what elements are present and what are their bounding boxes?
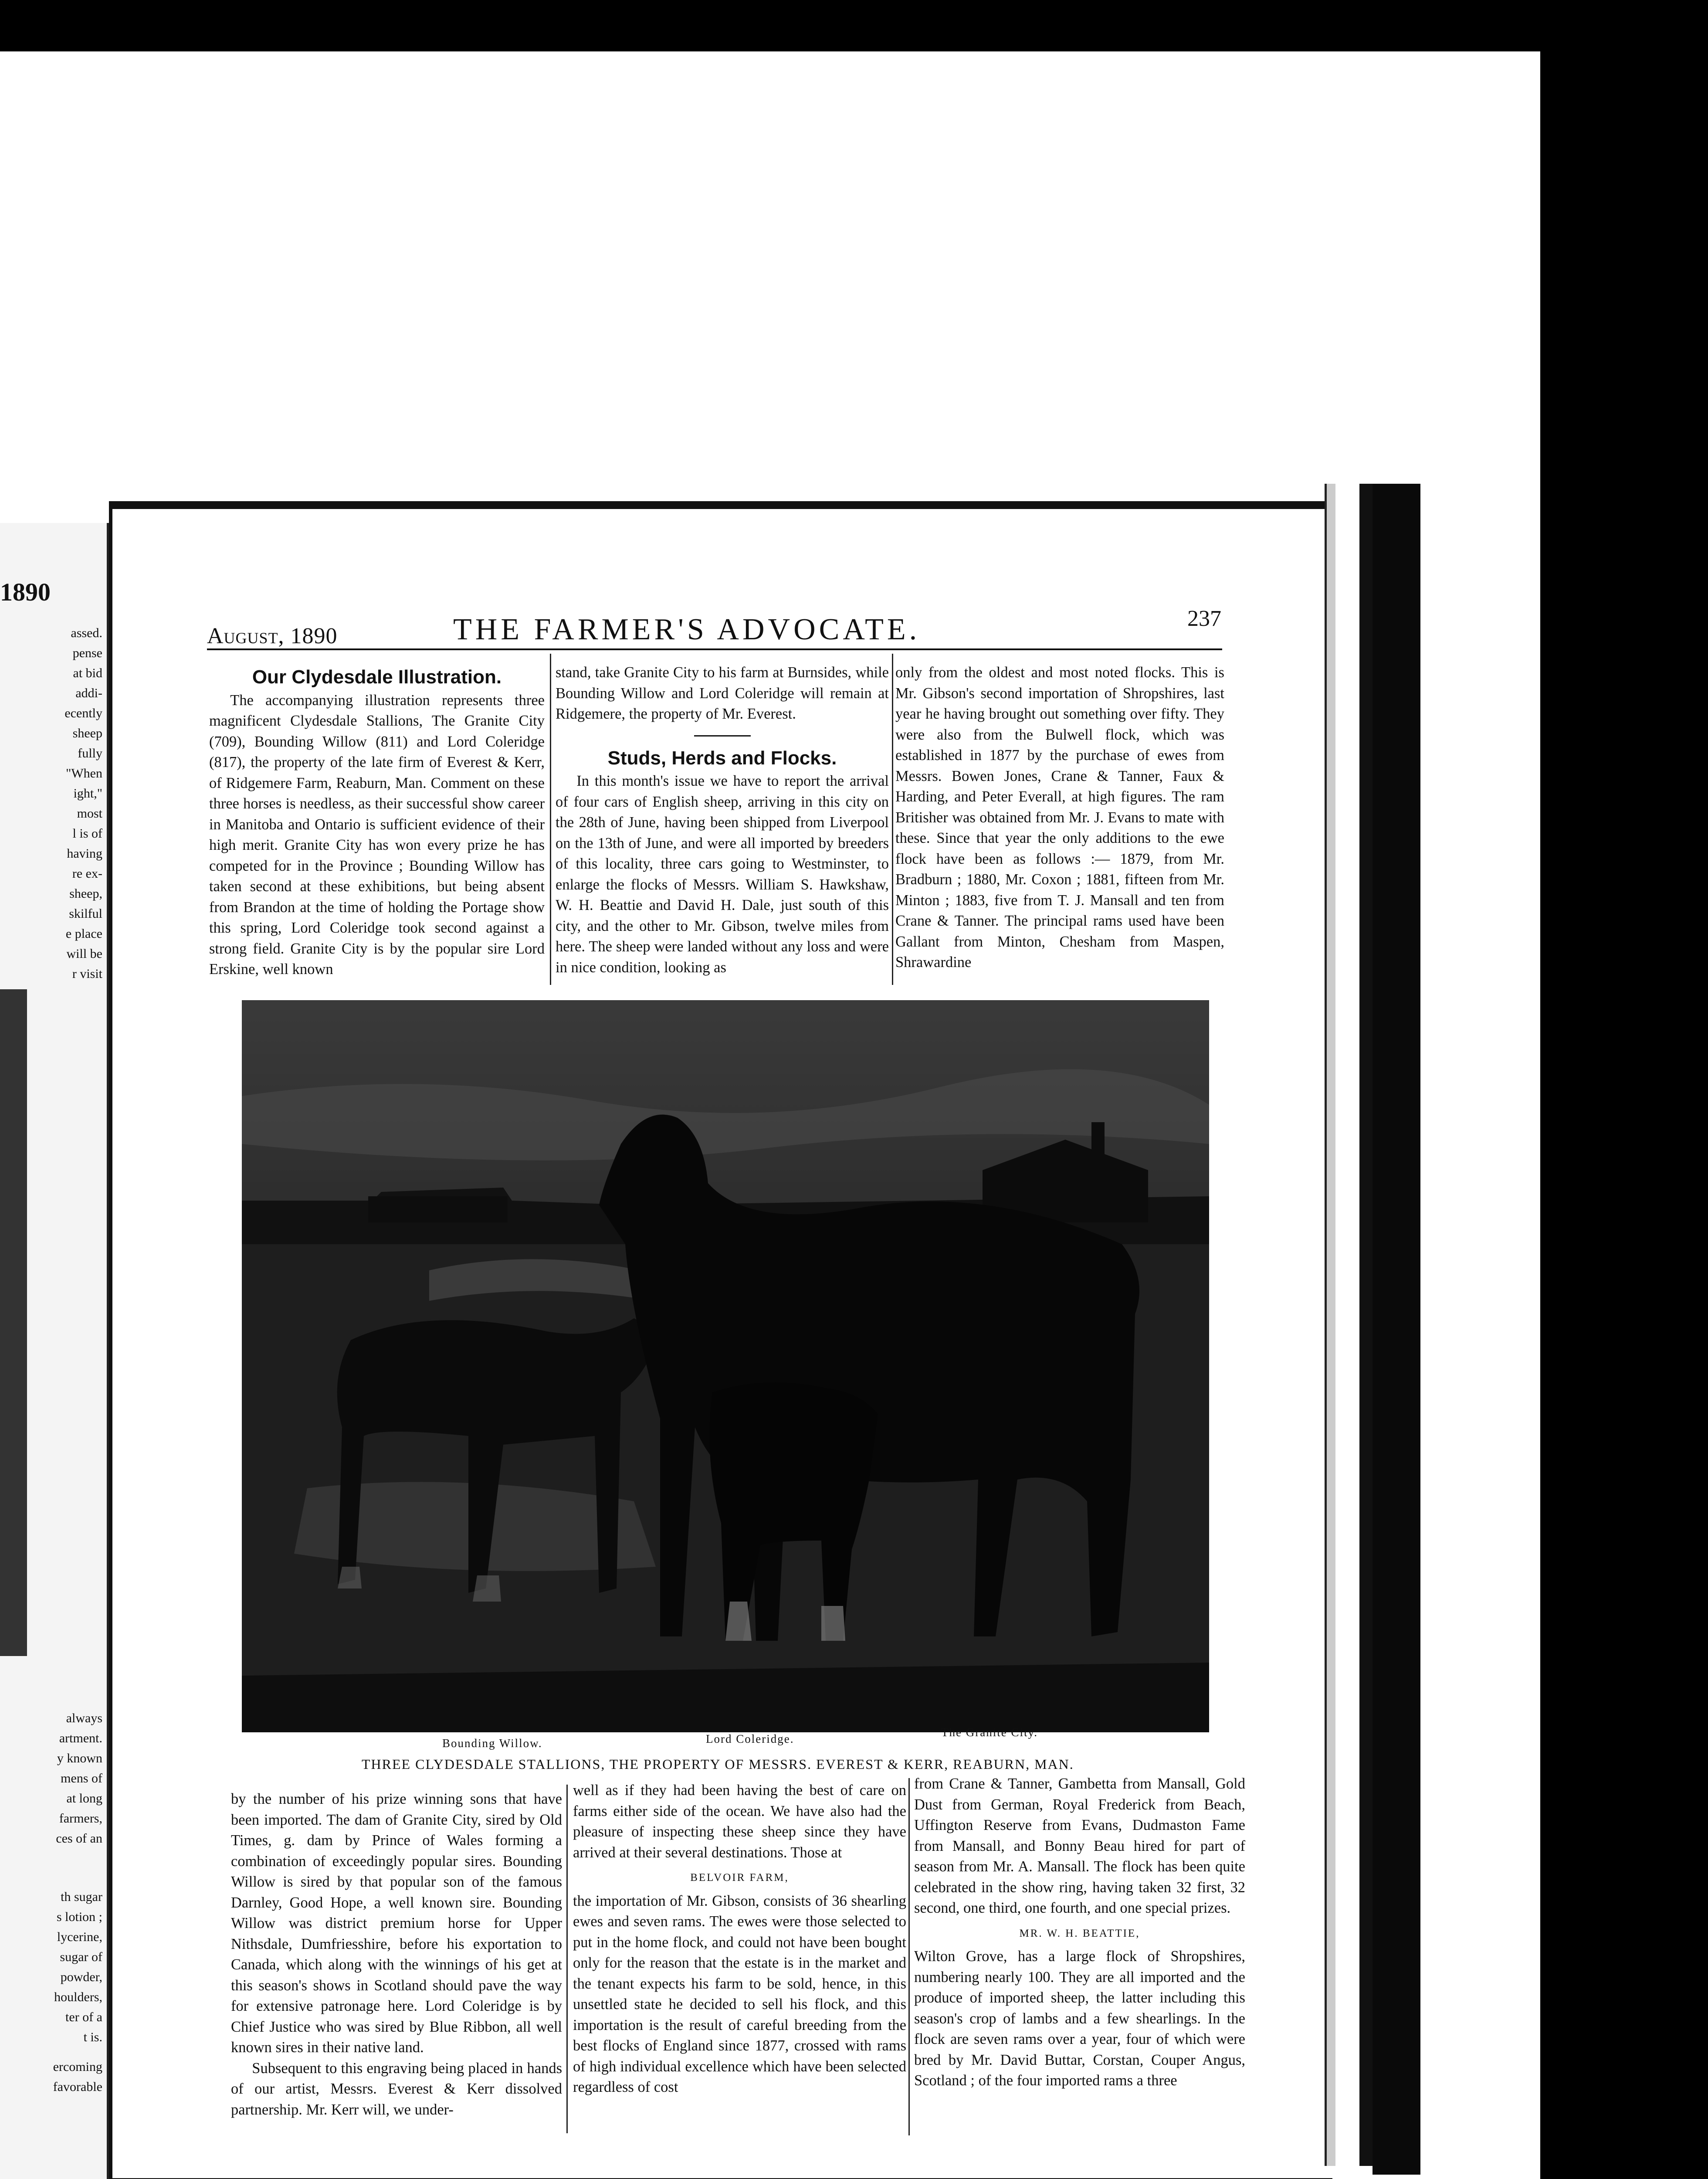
prev-fragment: at bid	[73, 666, 102, 680]
column-shropshires	[895, 662, 1224, 973]
previous-page-number: 1890	[0, 578, 51, 606]
prev-fragment: sugar of	[60, 1950, 102, 1964]
prev-fragment: ecently	[64, 706, 102, 720]
header-rule	[207, 648, 1222, 650]
article-heading: Our Clydesdale Illustration.	[252, 666, 502, 688]
prev-fragment: assed.	[71, 626, 102, 640]
prev-fragment: th sugar	[61, 1890, 102, 1904]
prev-fragment: houlders,	[54, 1990, 102, 2004]
prev-fragment: fully	[78, 746, 102, 760]
prev-fragment: r visit	[72, 967, 102, 981]
page-number: 237	[1187, 606, 1221, 631]
prev-fragment: farmers,	[59, 1811, 102, 1826]
article-paragraph: from Crane & Tanner, Gambetta from Mansall, Gold Dust from German, Royal Frederick from Beach, Uffington Reserve from Evans, Dudmaston Fame from Mansall, and Bonny Beau hired for part of season from Mr. A. Mansall. The flock has been quite celebrated in the show ring, having taken 32 first, 32 second, one third, one fourth, and one special prizes.	[914, 1775, 1245, 1916]
article-paragraph: stand, take Granite City to his farm at Burnsides, while Bounding Willow and Lord Coleridge will remain at Ridgemere, the property of Mr. Everest.	[556, 664, 889, 722]
article-paragraph: only from the oldest and most noted flocks. This is Mr. Gibson's second importation of Shropshires, last year he having brought out something over fifty. They were also from the Bulwell flock, which was established in 1877 by the purchase of ewes from Messrs. Bowen Jones, Crane & Tanner, Faux & Harding, and Peter Everall, at high figures. The ram Britisher was obtained from Mr. J. Evans to mate with these. Since that year the only additions to the ewe flock have been as follows :— 1879, from Mr. Bradburn ; 1880, Mr. Coxon ; 1881, fifteen from Mr. Minton ; 1883, five from T. J. Mansall and ten from Crane & Tanner. The principal rams used have been Gallant from Minton, Chesham from Maspen, Shrawardine	[895, 664, 1224, 971]
prev-fragment: always	[66, 1711, 102, 1725]
prev-fragment: ight,"	[73, 786, 102, 801]
prev-fragment: pense	[72, 646, 102, 660]
article-paragraph: The accompanying illustration represents three magnificent Clydesdale Stallions, The Granite City (709), Bounding Willow (811) and Lord Coleridge (817), the property of the late firm of Everest & Kerr, of Ridgemere Farm, Reaburn, Man. Comment on these three horses is needless, as their successful show career in Manitoba and Ontario is sufficient evidence of their high merit. Granite City has won every prize he has competed for in the Province ; Bounding Willow has taken second at these exhibitions, but being absent from Brandon at the time of holding the Portage show this spring, Lord Coleridge took second against a strong field. Granite City is by the popular sire Lord Erskine, well known	[209, 692, 545, 977]
prev-fragment: sheep,	[69, 886, 102, 901]
previous-page-illustration	[0, 989, 27, 1656]
article-paragraph: by the number of his prize winning sons that have been imported. The dam of Granite City, sired by Old Times, g. dam by Prince of Wales forming a combination of exceedingly popular sires. Bounding Willow is sired by that popular son of the famous Darnley, Good Hope, a well known sire. Bounding Willow was district premium horse for Upper Nithsdale, Dumfriesshire, before his exportation to Canada, which along with the winnings of his get at this season's shows in Scotland should pave the way for extensive patronage here. Lord Coleridge is by Chief Justice who was sired by Blue Ribbon, all well known sires in their native land.	[231, 1791, 562, 2056]
page-edge	[1359, 484, 1372, 2166]
subhead-beattie: MR. W. H. BEATTIE,	[1019, 1927, 1140, 1939]
article-heading: Studs, Herds and Flocks.	[607, 747, 837, 769]
masthead-title: THE FARMER'S ADVOCATE.	[453, 613, 921, 646]
prev-fragment: ter of a	[65, 2010, 102, 2024]
issue-date: August, 1890	[207, 624, 338, 648]
article-paragraph: well as if they had been having the best of care on farms either side of the ocean. We have also had the pleasure of inspecting these sheep since they have arrived at their several destinations. Those at	[573, 1782, 906, 1861]
prev-fragment: "When	[66, 766, 102, 781]
article-paragraph: Subsequent to this engraving being placed in hands of our artist, Messrs. Everest & Kerr dissolved partnership. Mr. Kerr will, we under-	[231, 2060, 562, 2118]
prev-fragment: powder,	[60, 1970, 102, 1984]
illustration-caption: THREE CLYDESDALE STALLIONS, THE PROPERTY OF MESSRS. EVEREST & KERR, REABURN, MAN.	[362, 1756, 1074, 1772]
article-paragraph: the importation of Mr. Gibson, consists of 36 shearling ewes and seven rams. The ewes were those selected to put in the home flock, and could not have been bought only for the reason that the estate is in the market and the tenant expects his farm to be sold, hence, in this unsettled state he decided to sell his flock, and this importation is the result of careful breeding from the best flocks of England since 1877, crossed with rams of high individual excellence which have been selected regardless of cost	[573, 1892, 906, 2095]
prev-fragment: will be	[66, 947, 102, 961]
prev-fragment: artment.	[59, 1731, 102, 1745]
caption-bounding-willow: Bounding Willow.	[442, 1737, 542, 1750]
prev-fragment: ercoming	[53, 2060, 102, 2074]
column-rule	[908, 1778, 910, 2135]
caption-lord-coleridge: Lord Coleridge.	[706, 1732, 794, 1745]
column-clydesdale-continued	[231, 1789, 562, 2120]
clydesdale-illustration	[242, 1000, 1209, 1732]
prev-fragment: t is.	[83, 2030, 102, 2044]
prev-fragment: having	[67, 846, 102, 861]
prev-fragment: sheep	[72, 726, 102, 740]
article-paragraph: In this month's issue we have to report the arrival of four cars of English sheep, arriving in this city on the 28th of June, having been shipped from Liverpool on the 13th of June, and were all imported by breeders of this locality, three cars going to Westminster, to enlarge the flocks of Messrs. William S. Hawkshaw, W. H. Beattie and David H. Dale, just south of this city, and the other to Mr. Gibson, twelve miles from here. The sheep were landed without any loss and were in nice condition, looking as	[556, 773, 889, 976]
prev-fragment: y known	[57, 1751, 102, 1765]
column-studs	[556, 662, 889, 978]
prev-fragment: re ex-	[72, 866, 102, 881]
column-beattie	[914, 1774, 1245, 2091]
column-rule	[566, 1785, 568, 2133]
caption-granite-city: The Granite City.	[941, 1726, 1038, 1739]
prev-fragment: ces of an	[56, 1831, 102, 1846]
prev-fragment: skilful	[69, 906, 102, 921]
column-belvoir-farm	[573, 1780, 906, 2098]
prev-fragment: at long	[66, 1791, 102, 1806]
subhead-belvoir-farm: BELVOIR FARM,	[690, 1872, 789, 1884]
column-rule	[550, 654, 551, 985]
prev-fragment: addi-	[75, 686, 102, 700]
prev-fragment: most	[77, 806, 102, 821]
prev-fragment: mens of	[61, 1771, 102, 1785]
article-paragraph: Wilton Grove, has a large flock of Shropshires, numbering nearly 100. They are all imported and the produce of imported sheep, the latter including this season's crop of lambs and a few shearlings. In the flock are seven rams over a year, four of which were bred by Mr. David Buttar, Corstan, Couper Angus, Scotland ; of the four imported rams a three	[914, 1948, 1245, 2089]
page-edge	[1372, 484, 1420, 2175]
column-rule	[892, 654, 893, 985]
prev-fragment: favorable	[53, 2080, 102, 2094]
page-edge	[1325, 484, 1335, 2166]
prev-fragment: e place	[65, 927, 102, 941]
column-clydesdale	[209, 667, 545, 980]
prev-fragment: l is of	[72, 826, 102, 841]
prev-fragment: lycerine,	[57, 1930, 102, 1944]
section-divider	[694, 735, 751, 737]
prev-fragment: s lotion ;	[56, 1910, 102, 1924]
